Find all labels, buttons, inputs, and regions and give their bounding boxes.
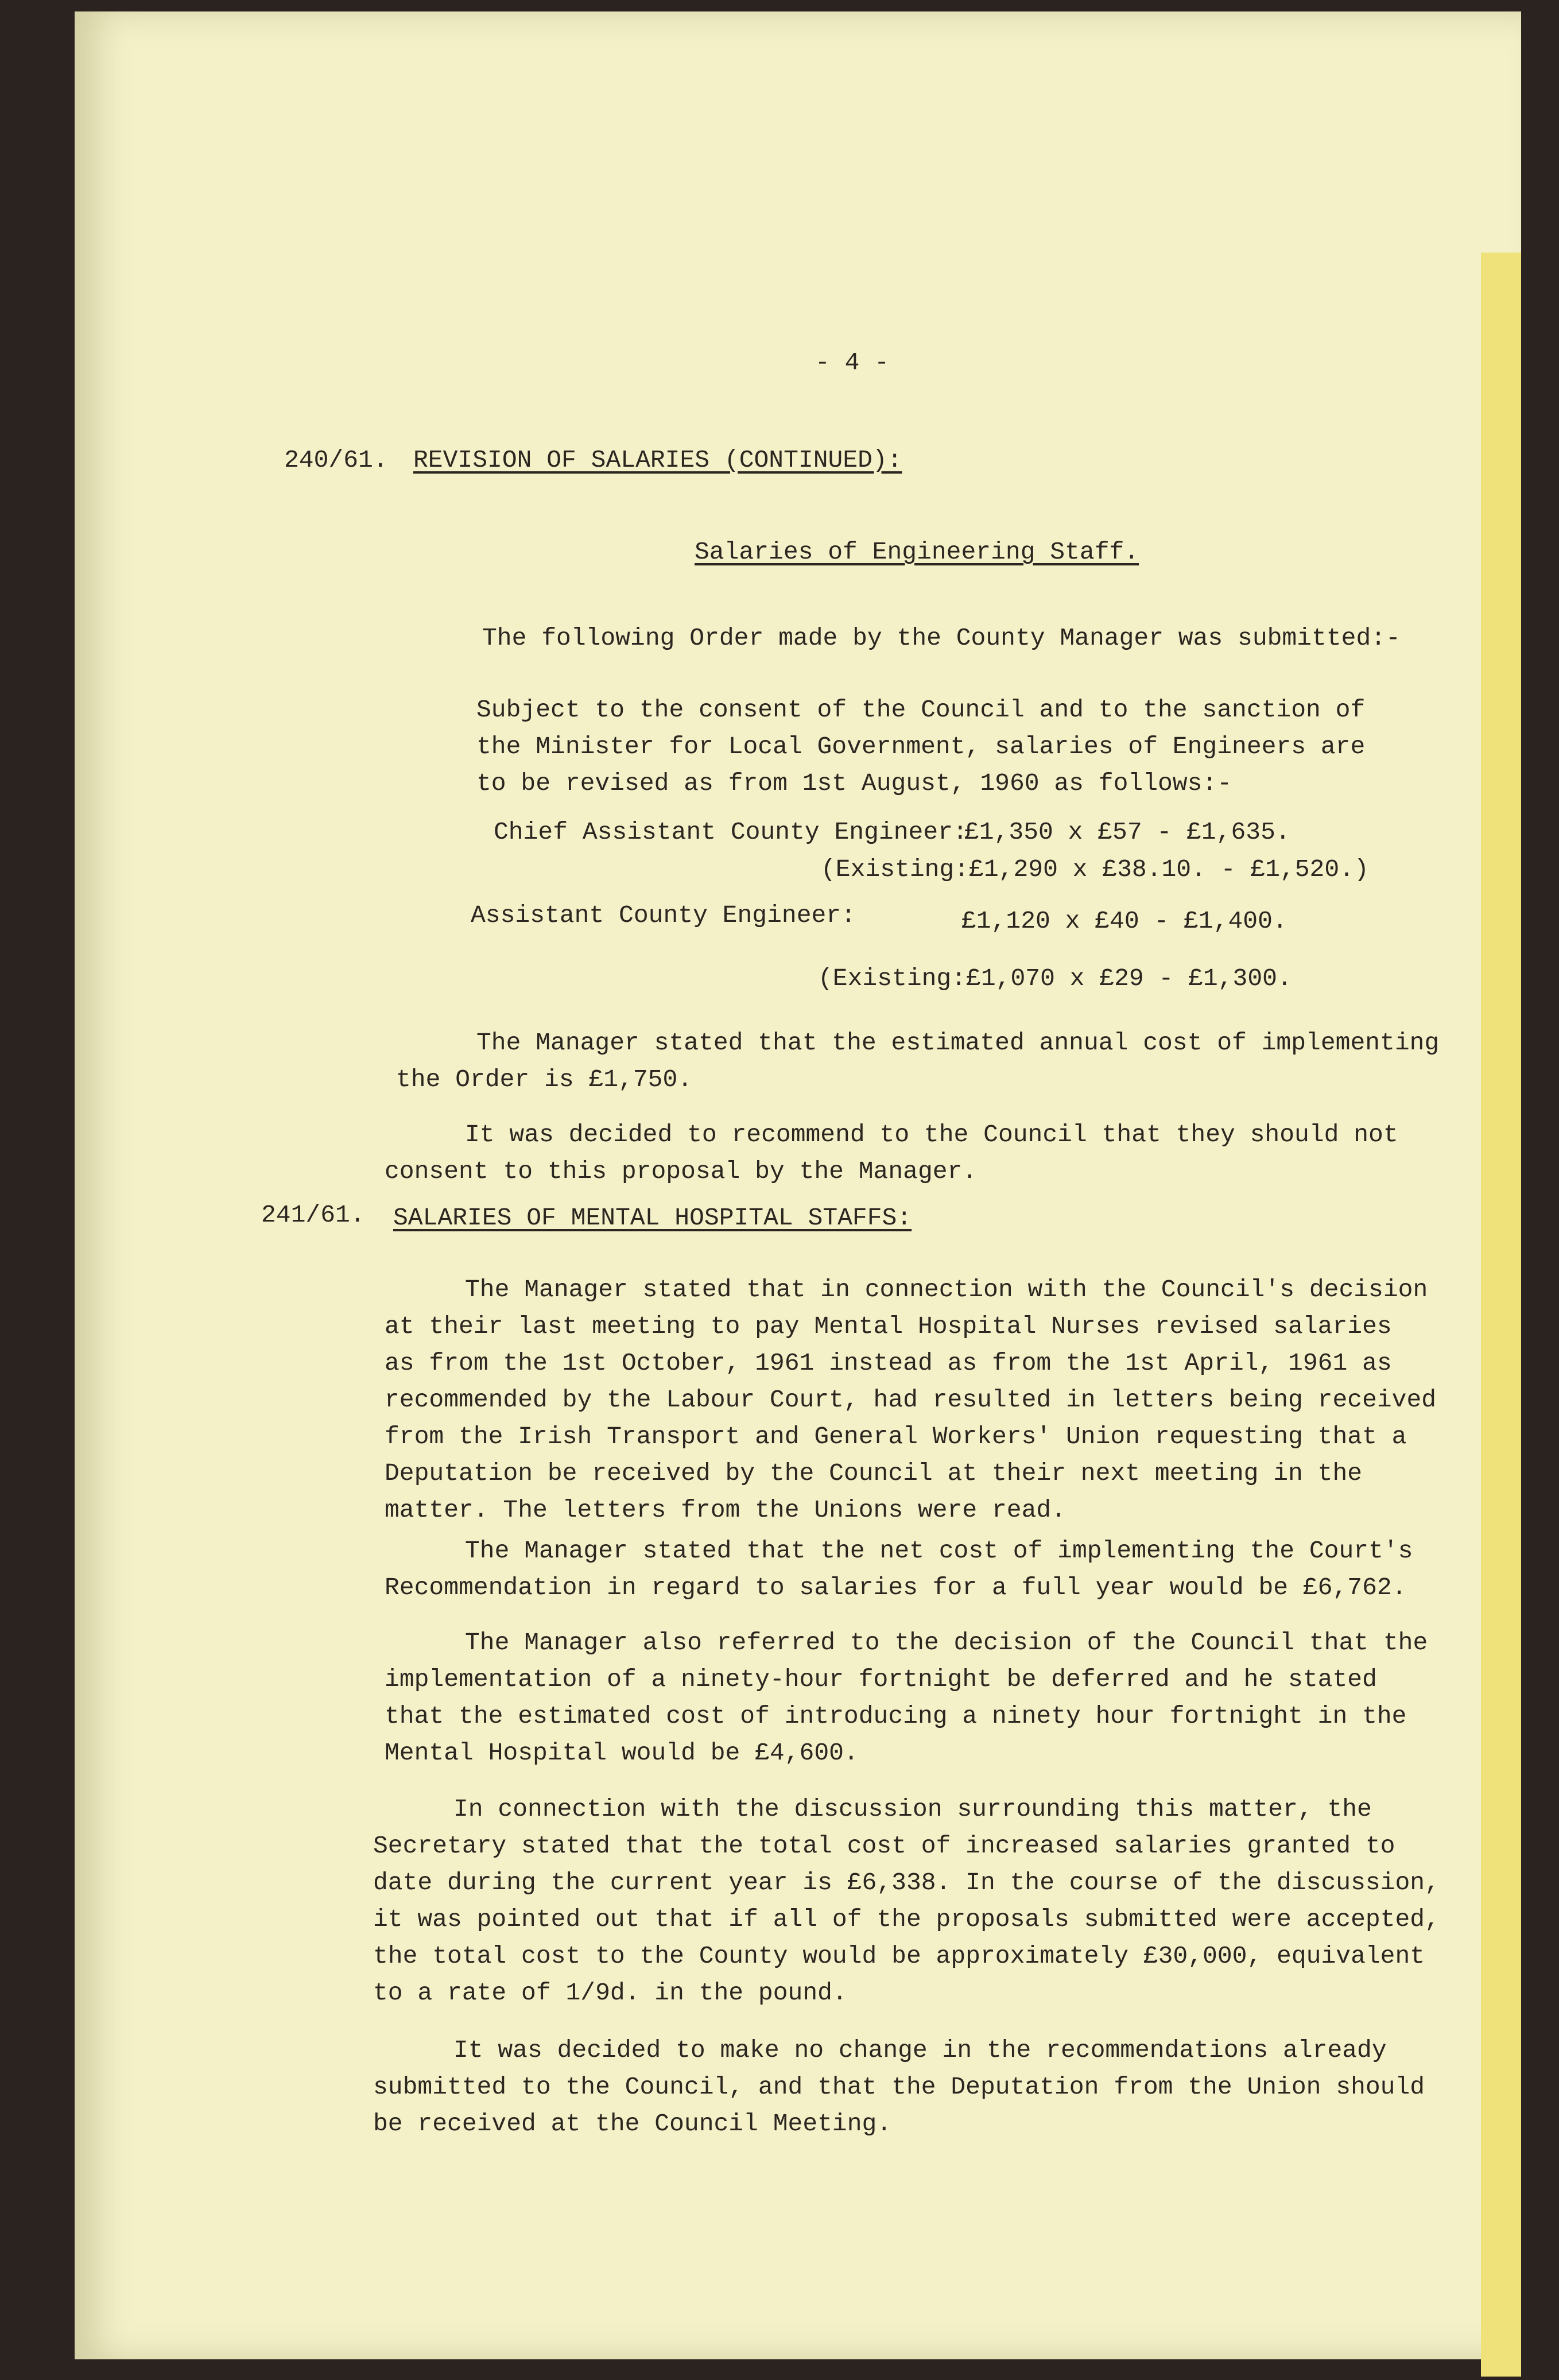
paragraph-line: Deputation be received by the Council at their next meeting in the [385, 1459, 1363, 1487]
paragraph-line: It was decided to make no change in the recommendations already [453, 2036, 1387, 2064]
paragraph [385, 1533, 1413, 1606]
paragraph-line: consent to this proposal by the Manager. [385, 1157, 978, 1185]
paragraph-line: as from the 1st October, 1961 instead as from the 1st April, 1961 as [385, 1349, 1392, 1377]
scale-value: £1,350 x £57 - £1,635. [964, 818, 1290, 846]
paragraph-line: from the Irish Transport and General Workers' Union requesting that a [385, 1422, 1407, 1451]
paragraph [373, 1791, 1440, 2011]
paragraph-line: Recommendation in regard to salaries for a full year would be £6,762. [385, 1573, 1407, 1602]
item-subheading-240: Salaries of Engineering Staff. [695, 538, 1139, 566]
scale-value: £1,120 x £40 - £1,400. [961, 907, 1287, 935]
scale-existing: (Existing:£1,290 x £38.10. - £1,520.) [821, 855, 1369, 883]
scale-post: Assistant County Engineer: [471, 901, 856, 929]
paragraph-line: it was pointed out that if all of the proposals submitted were accepted, [373, 1905, 1440, 1933]
paragraph-line: implementation of a ninety-hour fortnight be deferred and he stated [385, 1665, 1377, 1693]
paragraph [385, 1625, 1428, 1772]
item-number-241: 241/61. [261, 1201, 365, 1229]
paragraph-line: recommended by the Labour Court, had resulted in letters being received [385, 1386, 1437, 1414]
order-text [476, 692, 1365, 802]
order-intro: The following Order made by the County Manager was submitted:- [482, 624, 1401, 652]
paragraph-line: submitted to the Council, and that the Deputation from the Union should [373, 2073, 1425, 2101]
paragraph-line: be received at the Council Meeting. [373, 2110, 892, 2138]
scale-post: Chief Assistant County Engineer: [494, 818, 968, 846]
page-number: - 4 - [815, 348, 890, 377]
paragraph-line: It was decided to recommend to the Council that they should not [465, 1121, 1398, 1149]
item-heading-240: REVISION OF SALARIES (CONTINUED): [413, 446, 902, 474]
paragraph-line: The Manager also referred to the decision of the Council that the [465, 1629, 1428, 1657]
paragraph-line: that the estimated cost of introducing a ninety hour fortnight in the [385, 1702, 1407, 1730]
scale-existing: (Existing:£1,070 x £29 - £1,300. [818, 964, 1292, 993]
item-heading-241: SALARIES OF MENTAL HOSPITAL STAFFS: [393, 1204, 912, 1232]
order-line: Subject to the consent of the Council and to the sanction of [476, 696, 1366, 724]
document-page [75, 11, 1521, 2359]
page-edge [1481, 253, 1521, 2377]
paragraph-line: The Manager stated that the estimated annual cost of implementing [476, 1029, 1440, 1057]
paragraph-line: to a rate of 1/9d. in the pound. [373, 1979, 847, 2007]
paragraph [385, 1117, 1398, 1190]
paragraph-line: the Order is £1,750. [396, 1065, 693, 1094]
paragraph [385, 1272, 1436, 1529]
paragraph-line: In connection with the discussion surrounding this matter, the [453, 1795, 1372, 1823]
paragraph-line: date during the current year is £6,338. In the course of the discussion, [373, 1869, 1440, 1897]
paragraph-line: Secretary stated that the total cost of increased salaries granted to [373, 1832, 1395, 1860]
paragraph-line: the total cost to the County would be approximately £30,000, equivalent [373, 1942, 1425, 1970]
paragraph [373, 2032, 1425, 2142]
item-number-240: 240/61. [284, 446, 388, 474]
paragraph [396, 1025, 1439, 1098]
paragraph-line: Mental Hospital would be £4,600. [385, 1739, 859, 1767]
paragraph-line: The Manager stated that in connection with the Council's decision [465, 1276, 1428, 1304]
order-line: to be revised as from 1st August, 1960 as follows:- [476, 769, 1232, 797]
paragraph-line: The Manager stated that the net cost of implementing the Court's [465, 1537, 1413, 1565]
paragraph-line: matter. The letters from the Unions were read. [385, 1496, 1066, 1524]
order-line: the Minister for Local Government, salaries of Engineers are [476, 732, 1366, 761]
paragraph-line: at their last meeting to pay Mental Hospital Nurses revised salaries [385, 1312, 1392, 1340]
